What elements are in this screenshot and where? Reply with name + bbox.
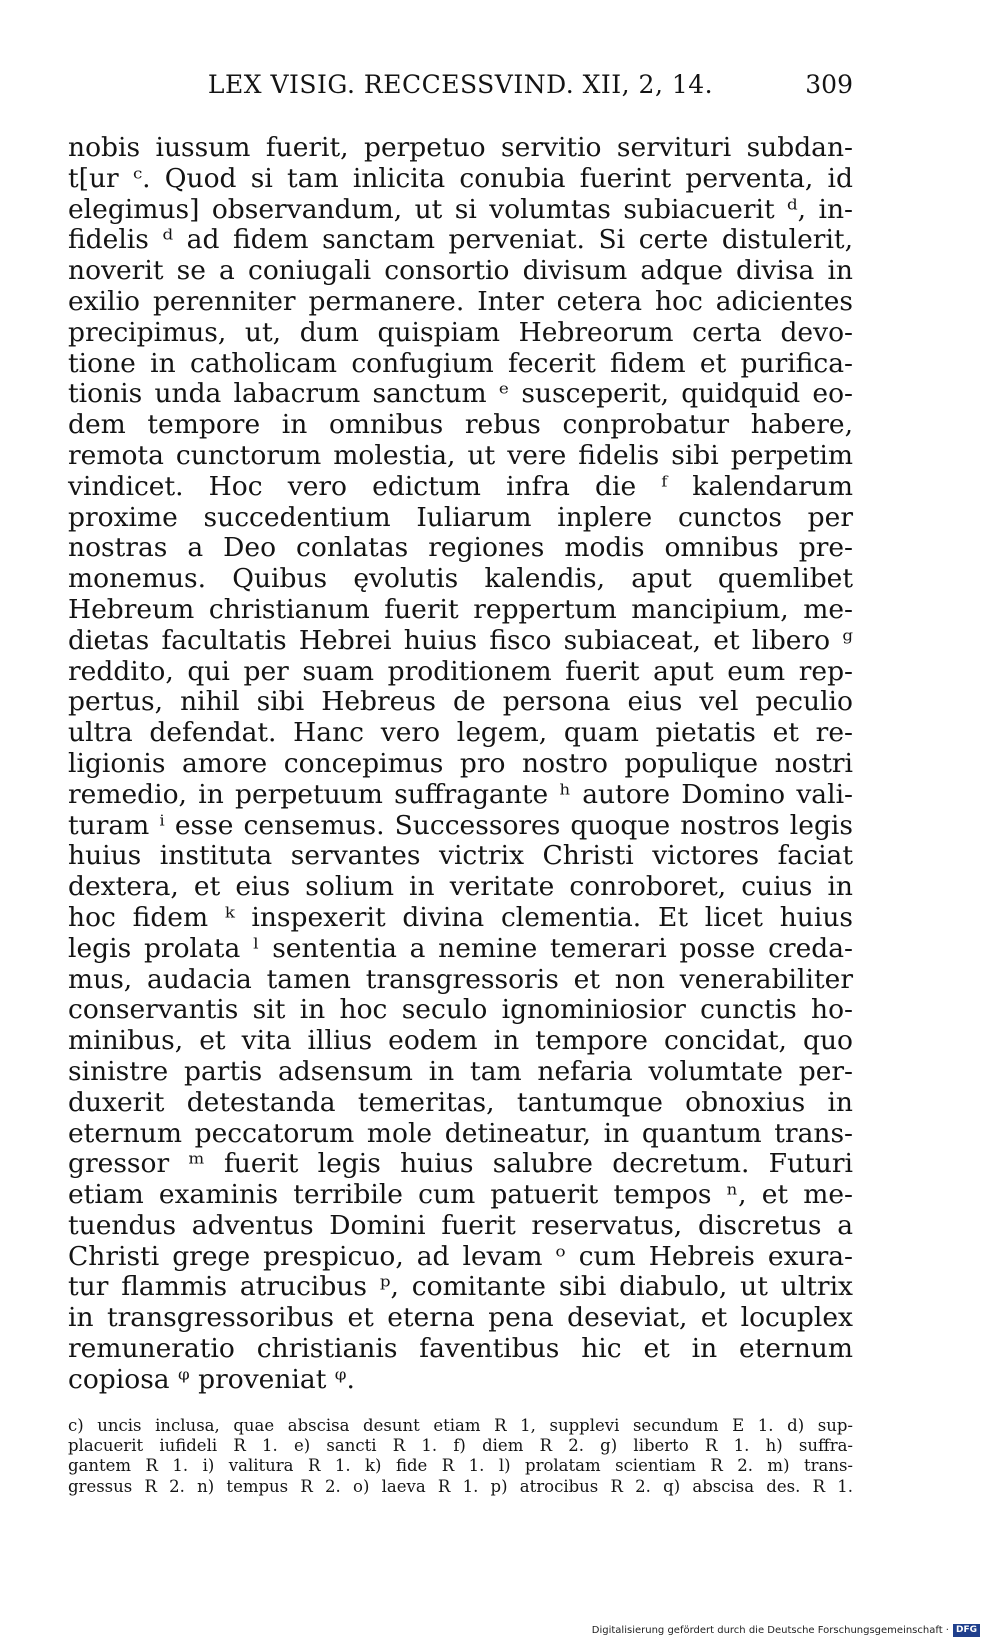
text-line: nostras a Deo conlatas regiones modis omnibus pre- xyxy=(68,532,853,564)
digitization-credit xyxy=(592,1622,980,1638)
text-line: pertus, nihil sibi Hebreus de persona eius vel peculio xyxy=(68,686,853,718)
dfg-logo: DFG xyxy=(953,1624,980,1637)
text-line: tur flammis atrucibus ᵖ, comitante sibi diabulo, ut ultrix xyxy=(68,1271,853,1303)
text-line: elegimus] observandum, ut si volumtas subiacuerit ᵈ, in- xyxy=(68,193,853,225)
text-line: nobis iussum fuerit, perpetuo servitio servituri subdan- xyxy=(68,132,853,163)
text-line: monemus. Quibus ęvolutis kalendis, aput quemlibet xyxy=(68,563,853,595)
text-line: fidelis ᵈ ad fidem sanctam perveniat. Si certe distulerit, xyxy=(68,224,853,256)
text-line: ligionis amore concepimus pro nostro populique nostri xyxy=(68,747,853,779)
text-line: etiam examinis terribile cum patuerit tempos ⁿ, et me- xyxy=(68,1179,853,1211)
text-line: hoc fidem ᵏ inspexerit divina clementia. Et licet huius xyxy=(68,901,853,933)
text-line: turam ⁱ esse censemus. Successores quoque nostros legis xyxy=(68,809,853,841)
text-line: conservantis sit in hoc seculo ignominiosior cunctis ho- xyxy=(68,994,853,1026)
main-text xyxy=(68,133,853,1396)
footnote-line: placuerit iufideli R 1. e) sancti R 1. f) diem R 2. g) liberto R 1. h) suffra- xyxy=(68,1436,853,1456)
text-line: eternum peccatorum mole detineatur, in quantum trans- xyxy=(68,1117,853,1149)
page-header xyxy=(68,70,853,104)
text-line: legis prolata ˡ sententia a nemine temerari posse creda- xyxy=(68,932,853,964)
text-line: tione in catholicam confugium fecerit fidem et purifica- xyxy=(68,347,853,379)
text-line: copiosa ᵠ proveniat ᵠ. xyxy=(68,1363,355,1395)
running-head: LEX VISIG. RECCESSVIND. XII, 2, 14. xyxy=(207,70,714,99)
text-line: remuneratio christianis faventibus hic et in eternum xyxy=(68,1333,853,1365)
text-line: t[ur ᶜ. Quod si tam inlicita conubia fuerint perventa, id xyxy=(68,162,853,194)
text-line: exilio perenniter permanere. Inter cetera hoc adicientes xyxy=(68,285,853,317)
text-line: duxerit detestanda temeritas, tantumque obnoxius in xyxy=(68,1086,853,1118)
text-line: proxime succedentium Iuliarum inplere cunctos per xyxy=(68,501,853,533)
text-line: tuendus adventus Domini fuerit reservatus, discretus a xyxy=(68,1209,853,1241)
text-line: dietas facultatis Hebrei huius fisco subiaceat, et libero ᵍ xyxy=(68,624,853,656)
text-line: in transgressoribus et eterna pena deseviat, et locuplex xyxy=(68,1302,853,1334)
text-line: vindicet. Hoc vero edictum infra die ᶠ kalendarum xyxy=(68,470,853,502)
text-line: Christi grege prespicuo, ad levam ᵒ cum Hebreis exura- xyxy=(68,1240,853,1272)
text-line: mus, audacia tamen transgressoris et non venerabiliter xyxy=(68,963,853,995)
text-line: precipimus, ut, dum quispiam Hebreorum certa devo- xyxy=(68,316,853,348)
text-line: remota cunctorum molestia, ut vere fidelis sibi perpetim xyxy=(68,439,853,471)
page-number: 309 xyxy=(805,70,853,99)
text-line: reddito, qui per suam proditionem fuerit aput eum rep- xyxy=(68,655,853,687)
text-line: dem tempore in omnibus rebus conprobatur habere, xyxy=(68,409,853,441)
text-line: dextera, et eius solium in veritate conroboret, cuius in xyxy=(68,871,853,903)
text-line: Hebreum christianum fuerit reppertum mancipium, me- xyxy=(68,593,853,625)
text-line: gressor ᵐ fuerit legis huius salubre decretum. Futuri xyxy=(68,1148,853,1180)
footnote-line: c) uncis inclusa, quae abscisa desunt etiam R 1, supplevi secundum E 1. d) sup- xyxy=(68,1416,853,1435)
text-line: tionis unda labacrum sanctum ᵉ susceperit, quidquid eo- xyxy=(68,378,853,410)
text-line: remedio, in perpetuum suffragante ʰ autore Domino vali- xyxy=(68,778,853,810)
text-line: noverit se a coniugali consortio divisum adque divisa in xyxy=(68,255,853,287)
footnote-line: gantem R 1. i) valitura R 1. k) fide R 1. l) prolatam scientiam R 2. m) trans- xyxy=(68,1456,853,1476)
text-line: huius instituta servantes victrix Christi victores faciat xyxy=(68,840,853,872)
funding-notice: Digitalisierung gefördert durch die Deutsche Forschungsgemeinschaft · xyxy=(591,1624,949,1636)
text-line: ultra defendat. Hanc vero legem, quam pietatis et re- xyxy=(68,717,853,749)
text-line: minibus, et vita illius eodem in tempore concidat, quo xyxy=(68,1025,853,1057)
footnotes xyxy=(68,1416,853,1497)
text-line: sinistre partis adsensum in tam nefaria volumtate per- xyxy=(68,1055,853,1087)
footnote-line: gressus R 2. n) tempus R 2. o) laeva R 1. p) atrocibus R 2. q) abscisa des. R 1. xyxy=(68,1476,853,1496)
